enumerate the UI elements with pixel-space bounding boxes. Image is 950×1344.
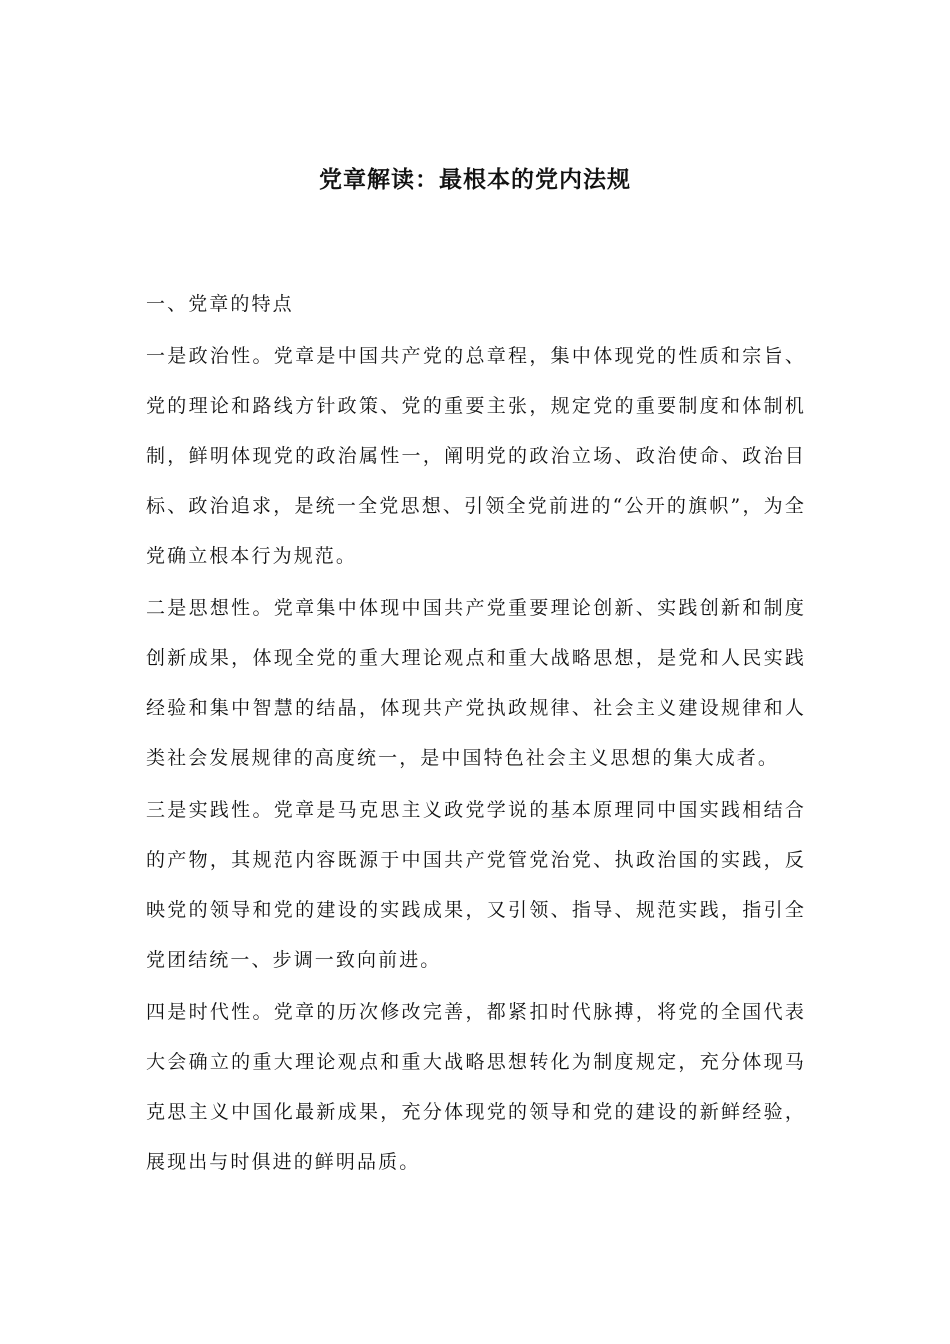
paragraph-practical: 三是实践性。党章是马克思主义政党学说的基本原理同中国实践相结合的产物，其规范内容既源于中国共产党管党治党、执政治国的实践，反映党的领导和党的建设的实践成果，又引领、指导、规范实践，指引全党团结统一、步调一致向前进。 (146, 799, 806, 971)
paragraph-political: 一是政治性。党章是中国共产党的总章程，集中体现党的性质和宗旨、党的理论和路线方针政策、党的重要主张，规定党的重要制度和体制机制，鲜明体现党的政治属性一，阐明党的政治立场、政治使命、政治目标、政治追求，是统一全党思想、引领全党前进的“公开的旗帜”，为全党确立根本行为规范。 (146, 345, 806, 567)
document-body (146, 279, 806, 1189)
document-title: 党章解读：最根本的党内法规 (319, 166, 631, 193)
paragraph-contemporary: 四是时代性。党章的历次修改完善，都紧扣时代脉搏，将党的全国代表大会确立的重大理论观点和重大战略思想转化为制度规定，充分体现马克思主义中国化最新成果，充分体现党的领导和党的建设的新鲜经验，展现出与时俱进的鲜明品质。 (146, 1001, 806, 1173)
paragraph-ideological: 二是思想性。党章集中体现中国共产党重要理论创新、实践创新和制度创新成果，体现全党的重大理论观点和重大战略思想，是党和人民实践经验和集中智慧的结晶，体现共产党执政规律、社会主义建设规律和人类社会发展规律的高度统一，是中国特色社会主义思想的集大成者。 (146, 597, 806, 769)
section-heading: 一、党章的特点 (146, 293, 294, 315)
